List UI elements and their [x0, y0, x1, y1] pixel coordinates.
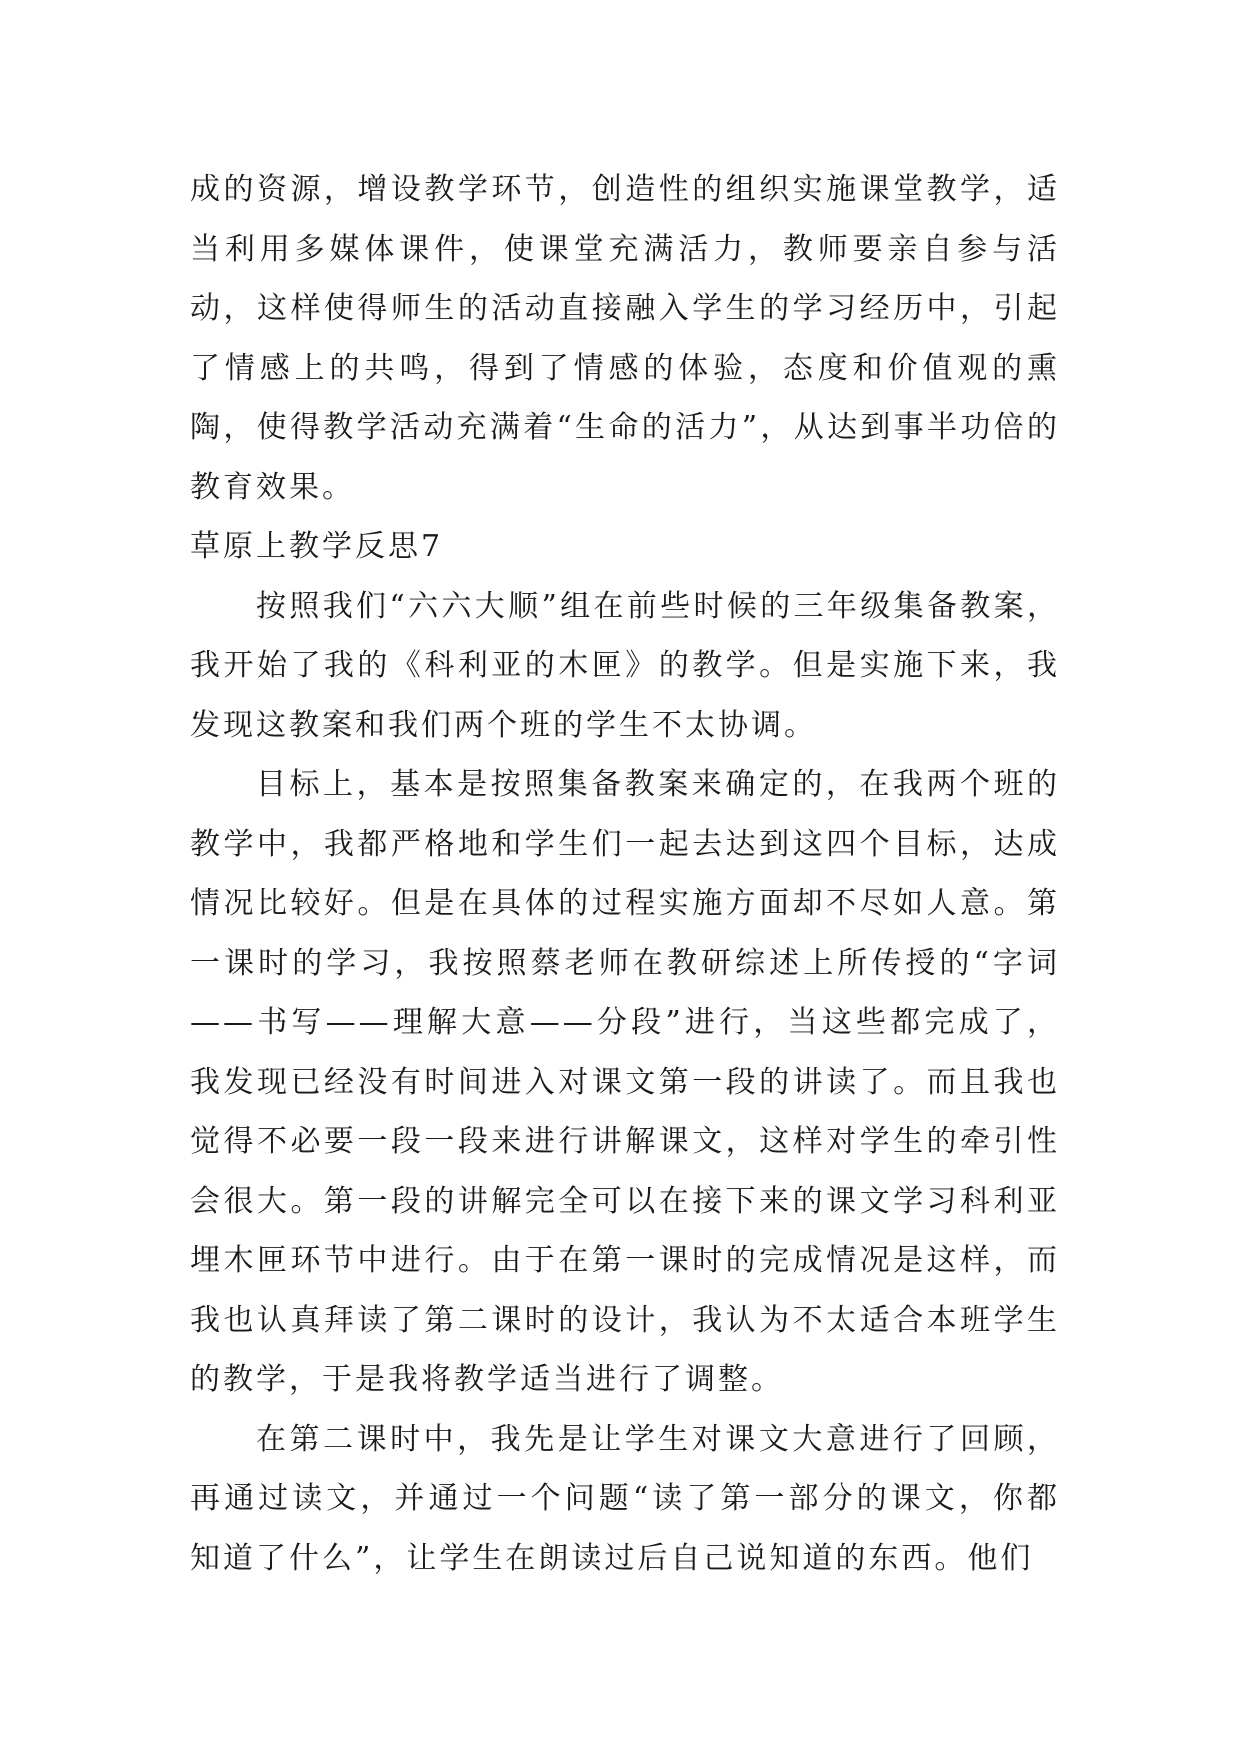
- section-heading: 草原上教学反思7: [190, 529, 444, 564]
- paragraph-1: 按照我们“六六大顺”组在前些时候的三年级集备教案，我开始了我的《科利亚的木匣》的教学。但是实施下来，我发现这教案和我们两个班的学生不太协调。: [190, 588, 1060, 743]
- document-body: [190, 160, 1060, 1588]
- paragraph-2: 目标上，基本是按照集备教案来确定的，在我两个班的教学中，我都严格地和学生们一起去达到这四个目标，达成情况比较好。但是在具体的过程实施方面却不尽如人意。第一课时的学习，我按照蔡老师在教研综述上所传授的“字词——书写——理解大意——分段”进行，当这些都完成了，我发现已经没有时间进入对课文第一段的讲读了。而且我也觉得不必要一段一段来进行讲解课文，这样对学生的牵引性会很大。第一段的讲解完全可以在接下来的课文学习科利亚埋木匣环节中进行。由于在第一课时的完成情况是这样，而我也认真拜读了第二课时的设计，我认为不太适合本班学生的教学，于是我将教学适当进行了调整。: [190, 767, 1060, 1397]
- paragraph-3: 在第二课时中，我先是让学生对课文大意进行了回顾，再通过读文，并通过一个问题“读了第一部分的课文，你都知道了什么”，让学生在朗读过后自己说知道的东西。他们: [190, 1421, 1060, 1576]
- intro-paragraph: 成的资源，增设教学环节，创造性的组织实施课堂教学，适当利用多媒体课件，使课堂充满活力，教师要亲自参与活动，这样使得师生的活动直接融入学生的学习经历中，引起了情感上的共鸣，得到了情感的体验，态度和价值观的熏陶，使得教学活动充满着“生命的活力”，从达到事半功倍的教育效果。: [190, 172, 1060, 505]
